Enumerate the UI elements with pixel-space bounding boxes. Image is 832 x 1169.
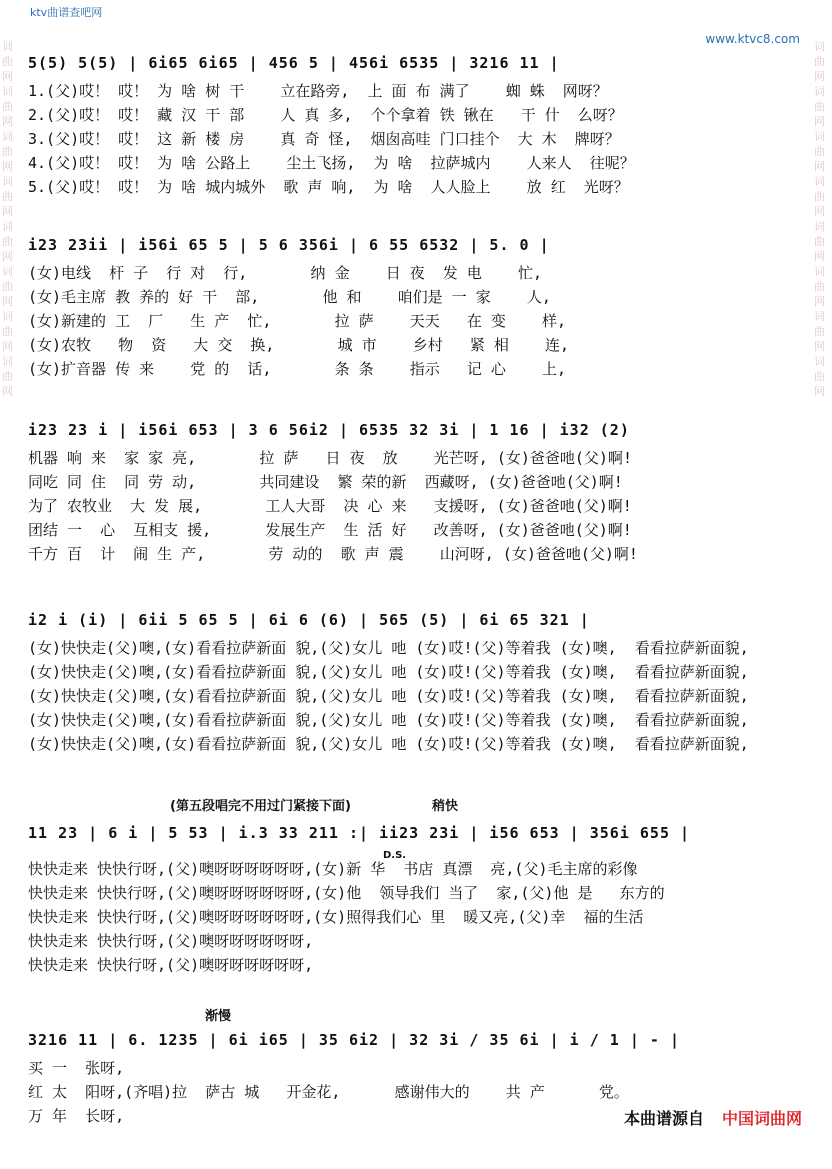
score-system-2 [28,230,806,381]
lyric-line: (女)快快走(父)噢,(女)看看拉萨新面 貌,(父)女儿 吔 (女)哎!(父)等着我 (女)噢, 看看拉萨新面貌, [28,711,749,729]
side-watermark-char: 网 [2,250,13,263]
side-watermark-char: 曲 [2,370,13,383]
notation-row [28,818,806,849]
side-watermark-char: 曲 [814,280,825,293]
side-watermark-char: 网 [814,205,825,218]
lyric-line: (女)毛主席 教 养的 好 干 部, 他 和 咱们是 一 家 人, [28,288,551,306]
lyric-line: 机器 响 来 家 家 亮, 拉 萨 日 夜 放 光芒呀, (女)爸爸吔(父)啊! [28,449,632,467]
lyric-line: (女)电线 杆 子 行 对 行, 纳 金 日 夜 发 电 忙, [28,264,542,282]
lyric-line: 快快走来 快快行呀,(父)噢呀呀呀呀呀呀,(女)照得我们心 里 暖又亮,(父)幸 福的生活 [28,908,644,926]
notation-text: 5(5) 5(5) | 6i65 6i65 | 456 5 | 456i 6535 | 3216 11 | [28,54,560,72]
side-watermark-char: 网 [2,115,13,128]
watermark-top-left: ktv曲谱查吧网 [30,6,103,19]
notation-text: 11 23 | 6 i | 5 53 | i.3 33 211 :| ii23 23i | i56 653 | 356i 655 | [28,824,691,842]
lyric-line: (女)快快走(父)噢,(女)看看拉萨新面 貌,(父)女儿 吔 (女)哎!(父)等着我 (女)噢, 看看拉萨新面貌, [28,639,749,657]
notation-text: i23 23ii | i56i 65 5 | 5 6 356i | 6 55 6532 | 5. 0 | [28,236,550,254]
score-system-3 [28,415,806,566]
lyric-line: 同吃 同 住 同 劳 动, 共同建设 繁 荣的新 西藏呀, (女)爸爸吔(父)啊! [28,473,623,491]
side-watermark-char: 网 [814,250,825,263]
lyric-line: 4.(父)哎！ 哎！ 为 啥 公路上 尘土飞扬, 为 啥 拉萨城内 人来人 往呢？ [28,154,635,172]
score-system-5 [28,818,806,977]
lyric-line: 万 年 长呀, [28,1107,125,1125]
notation-row [28,230,806,261]
side-watermark-char: 网 [2,160,13,173]
side-watermark-char: 词 [2,355,13,368]
lyric-line: 快快走来 快快行呀,(父)噢呀呀呀呀呀呀,(女)他 领导我们 当了 家,(父)他 是 东方的 [28,884,665,902]
side-watermark-char: 词 [814,355,825,368]
side-watermark-char: 曲 [2,145,13,158]
lyric-line: 为了 农牧业 大 发 展, 工人大哥 决 心 来 支援呀, (女)爸爸吔(父)啊! [28,497,632,515]
side-watermark-char: 网 [814,160,825,173]
ds-marking: D.S. [383,850,407,861]
watermark-top-right: www.ktvc8.com [705,32,800,46]
notation-text: i2 i (i) | 6ii 5 65 5 | 6i 6 (6) | 565 (5) | 6i 65 321 | [28,611,590,629]
source-label: 本曲谱源自 [623,1109,704,1128]
side-watermark-char: 词 [814,310,825,323]
side-watermark-char: 网 [2,205,13,218]
side-watermark-char: 曲 [2,235,13,248]
notation-row [28,605,806,636]
side-watermark-char: 网 [814,295,825,308]
lyric-line: 买 一 张呀, [28,1059,125,1077]
performance-note: (第五段唱完不用过门紧接下面) [170,799,351,814]
side-watermark-char: 词 [814,175,825,188]
score-system-4 [28,605,806,756]
side-watermark-char: 词 [2,310,13,323]
side-watermark-char: 词 [2,85,13,98]
lyric-line: (女)快快走(父)噢,(女)看看拉萨新面 貌,(父)女儿 吔 (女)哎!(父)等着我 (女)噢, 看看拉萨新面貌, [28,735,749,753]
side-watermark-left [2,40,18,400]
lyric-line: (女)新建的 工 厂 生 产 忙, 拉 萨 天天 在 变 样, [28,312,567,330]
side-watermark-char: 网 [814,115,825,128]
side-watermark-right [814,40,830,400]
side-watermark-char: 曲 [814,55,825,68]
lyric-line: 1.(父)哎！ 哎！ 为 啥 树 干 立在路旁, 上 面 布 满了 蜘 蛛 网呀？ [28,82,608,100]
lyric-line: (女)快快走(父)噢,(女)看看拉萨新面 貌,(父)女儿 吔 (女)哎!(父)等着我 (女)噢, 看看拉萨新面貌, [28,663,749,681]
side-watermark-char: 网 [2,70,13,83]
side-watermark-char: 词 [814,40,825,53]
side-watermark-char: 网 [2,295,13,308]
lyric-line: 千方 百 计 闹 生 产, 劳 动的 歌 声 震 山河呀, (女)爸爸吔(父)啊! [28,545,638,563]
lyric-line: 3.(父)哎！ 哎！ 这 新 楼 房 真 奇 怪, 烟囱高哇 门口挂个 大 木 牌呀？ [28,130,620,148]
notation-row [28,1025,806,1056]
lyric-line: (女)农牧 物 资 大 交 换, 城 市 乡村 紧 相 连, [28,336,570,354]
side-watermark-char: 词 [814,220,825,233]
side-watermark-char: 词 [814,265,825,278]
notation-row [28,48,806,79]
side-watermark-char: 网 [2,385,13,398]
lyric-line: 快快走来 快快行呀,(父)噢呀呀呀呀呀呀, [28,932,314,950]
side-watermark-char: 曲 [2,100,13,113]
source-site-link[interactable]: 中国词曲网 [721,1109,802,1128]
side-watermark-char: 曲 [2,325,13,338]
tempo-marking: 渐慢 [205,1009,232,1024]
side-watermark-char: 网 [2,340,13,353]
side-watermark-char: 曲 [814,370,825,383]
score-system-1 [28,48,806,199]
lyric-line: (女)快快走(父)噢,(女)看看拉萨新面 貌,(父)女儿 吔 (女)哎!(父)等着我 (女)噢, 看看拉萨新面貌, [28,687,749,705]
side-watermark-char: 网 [814,340,825,353]
notation-text: i23 23 i | i56i 653 | 3 6 56i2 | 6535 32 3i | 1 16 | i32 (2) [28,421,630,439]
side-watermark-char: 曲 [2,190,13,203]
lyric-line: 5.(父)哎！ 哎！ 为 啥 城内城外 歌 声 响, 为 啥 人人脸上 放 红 光呀？ [28,178,629,196]
lyric-line: 2.(父)哎！ 哎！ 藏 汉 干 部 人 真 多, 个个拿着 铁 锹在 干 什 么呀？ [28,106,623,124]
side-watermark-char: 词 [2,175,13,188]
side-watermark-char: 词 [2,130,13,143]
side-watermark-char: 词 [2,40,13,53]
side-watermark-char: 曲 [814,145,825,158]
side-watermark-char: 网 [814,70,825,83]
side-watermark-char: 曲 [814,325,825,338]
lyric-line: 快快走来 快快行呀,(父)噢呀呀呀呀呀呀, [28,956,314,974]
side-watermark-char: 曲 [2,55,13,68]
side-watermark-char: 词 [2,265,13,278]
side-watermark-char: 曲 [814,100,825,113]
side-watermark-char: 词 [814,130,825,143]
side-watermark-char: 曲 [814,235,825,248]
side-watermark-char: 词 [814,85,825,98]
tempo-marking: 稍快 [432,799,459,814]
lyric-line: 快快走来 快快行呀,(父)噢呀呀呀呀呀呀,(女)新 华 书店 真漂 亮,(父)毛主席的彩像 [28,860,638,878]
side-watermark-char: 词 [2,220,13,233]
lyric-line: 团结 一 心 互相支 援, 发展生产 生 活 好 改善呀, (女)爸爸吔(父)啊! [28,521,632,539]
source-credit [624,1106,802,1129]
lyric-line: 红 太 阳呀,(齐唱)拉 萨古 城 开金花, 感谢伟大的 共 产 党。 [28,1083,629,1101]
side-watermark-char: 曲 [2,280,13,293]
side-watermark-char: 网 [814,385,825,398]
notation-text: 3216 11 | 6. 1235 | 6i i65 | 35 6i2 | 32 3i / 35 6i | i / 1 | - | [28,1031,680,1049]
notation-row [28,415,806,446]
side-watermark-char: 曲 [814,190,825,203]
lyric-line: (女)扩音器 传 来 党 的 话, 条 条 指示 记 心 上, [28,360,567,378]
